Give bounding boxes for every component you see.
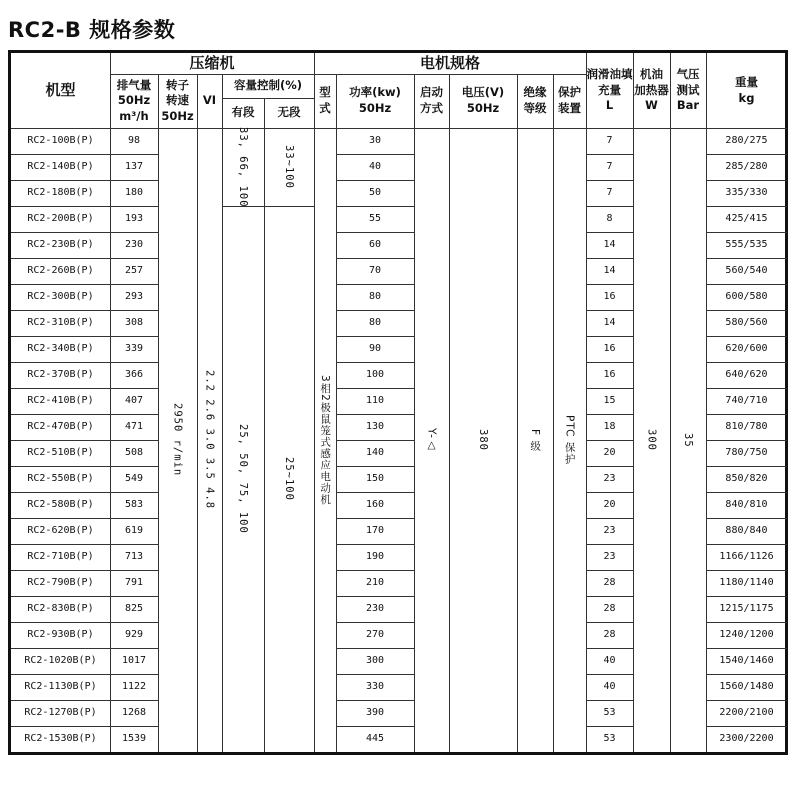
grid-line-v (449, 74, 450, 128)
table-cell-power: 80 (368, 291, 382, 303)
table-cell-power: 150 (365, 473, 385, 485)
table-cell-oil: 28 (603, 577, 616, 589)
table-cell-weight: 780/750 (725, 447, 768, 459)
grid-line-v (158, 128, 159, 752)
table-cell-weight: 600/580 (725, 291, 768, 303)
table-cell-power: 390 (365, 707, 385, 719)
table-cell-oil: 14 (603, 317, 616, 329)
grid-line-v (110, 128, 111, 752)
table-cell-oil: 16 (603, 343, 616, 355)
table-cell-model: RC2-300B(P) (27, 291, 94, 303)
table-cell-power: 100 (365, 369, 385, 381)
table-cell-weight: 335/330 (725, 187, 768, 199)
table-cell-weight: 1560/1480 (719, 681, 774, 693)
table-cell-power: 80 (368, 317, 382, 329)
grid-line-v (197, 74, 198, 128)
table-cell-model: RC2-930B(P) (27, 629, 94, 641)
table-cell-model: RC2-200B(P) (27, 213, 94, 225)
table-cell-displacement: 257 (124, 265, 144, 277)
grid-line-v (517, 128, 518, 752)
header-model: 机型 (45, 81, 76, 100)
table-cell-oil: 15 (603, 395, 616, 407)
table-cell-weight: 1215/1175 (719, 603, 774, 615)
grid-line-v (633, 53, 634, 128)
grid-line-h (110, 74, 586, 75)
merged-stepless-group1: 33~100 (283, 145, 296, 189)
table-cell-displacement: 366 (124, 369, 144, 381)
grid-line-v (633, 128, 634, 752)
table-cell-model: RC2-830B(P) (27, 603, 94, 615)
table-cell-oil: 8 (606, 213, 613, 225)
table-cell-model: RC2-1020B(P) (24, 655, 97, 667)
table-cell-oil: 20 (603, 447, 616, 459)
table-cell-model: RC2-140B(P) (27, 161, 94, 173)
table-cell-power: 300 (365, 655, 385, 667)
table-cell-displacement: 583 (124, 499, 144, 511)
table-cell-weight: 560/540 (725, 265, 768, 277)
header-insulation: 绝缘 等级 (523, 85, 547, 115)
table-cell-power: 55 (368, 213, 382, 225)
table-cell-oil: 16 (603, 369, 616, 381)
table-cell-displacement: 791 (124, 577, 144, 589)
table-cell-model: RC2-310B(P) (27, 317, 94, 329)
header-vi: VI (202, 93, 217, 108)
merged-motor-type: 3相2极鼠笼式感应电动机 (319, 374, 332, 506)
table-cell-displacement: 137 (124, 161, 144, 173)
header-stepped: 有段 (231, 105, 255, 120)
table-cell-displacement: 1539 (121, 733, 147, 745)
header-heater: 机油 加热器 W (634, 67, 669, 113)
grid-line-v (314, 53, 315, 128)
table-cell-displacement: 308 (124, 317, 144, 329)
table-cell-displacement: 230 (124, 239, 144, 251)
table-cell-power: 50 (368, 187, 382, 199)
table-cell-model: RC2-180B(P) (27, 187, 94, 199)
table-cell-model: RC2-410B(P) (27, 395, 94, 407)
header-protection: 保护 装置 (558, 85, 581, 115)
grid-line-v (158, 74, 159, 128)
merged-stepped-group2: 25, 50, 75, 100 (237, 424, 250, 534)
table-cell-model: RC2-790B(P) (27, 577, 94, 589)
table-cell-weight: 555/535 (725, 239, 768, 251)
table-cell-oil: 53 (603, 733, 616, 745)
table-cell-oil: 40 (603, 655, 616, 667)
header-motor: 电机规格 (419, 54, 480, 73)
table-cell-power: 30 (368, 135, 382, 147)
header-capacity-control: 容量控制(%) (233, 78, 303, 93)
table-cell-model: RC2-340B(P) (27, 343, 94, 355)
table-cell-weight: 810/780 (725, 421, 768, 433)
table-cell-model: RC2-230B(P) (27, 239, 94, 251)
grid-line-v (264, 98, 265, 128)
table-cell-model: RC2-710B(P) (27, 551, 94, 563)
table-cell-weight: 2200/2100 (719, 707, 774, 719)
table-cell-displacement: 549 (124, 473, 144, 485)
table-cell-oil: 16 (603, 291, 616, 303)
table-cell-weight: 580/560 (725, 317, 768, 329)
header-motor-type: 型 式 (319, 85, 331, 115)
table-cell-model: RC2-1270B(P) (24, 707, 97, 719)
header-weight: 重量 kg (735, 74, 758, 105)
table-cell-power: 110 (365, 395, 385, 407)
table-cell-displacement: 293 (124, 291, 144, 303)
header-stepless: 无段 (277, 105, 301, 120)
table-cell-power: 90 (368, 343, 382, 355)
table-cell-weight: 880/840 (725, 525, 768, 537)
table-cell-power: 210 (365, 577, 385, 589)
header-voltage: 电压(V) 50Hz (461, 85, 505, 115)
merged-protection: PTC 保护 (563, 415, 576, 465)
table-cell-model: RC2-620B(P) (27, 525, 94, 537)
table-cell-displacement: 713 (124, 551, 144, 563)
table-cell-weight: 840/810 (725, 499, 768, 511)
table-cell-weight: 640/620 (725, 369, 768, 381)
table-cell-displacement: 825 (124, 603, 144, 615)
table-cell-displacement: 407 (124, 395, 144, 407)
table-cell-weight: 740/710 (725, 395, 768, 407)
table-cell-displacement: 508 (124, 447, 144, 459)
table-cell-oil: 14 (603, 239, 616, 251)
table-cell-displacement: 471 (124, 421, 144, 433)
grid-line-v (586, 53, 587, 128)
grid-line-v (197, 128, 198, 752)
header-rotor-speed: 转子 转速 50Hz (161, 77, 194, 123)
table-cell-oil: 23 (603, 525, 616, 537)
table-cell-displacement: 929 (124, 629, 144, 641)
grid-line-v (222, 74, 223, 128)
grid-line-v (670, 53, 671, 128)
table-cell-oil: 40 (603, 681, 616, 693)
table-cell-oil: 23 (603, 551, 616, 563)
table-cell-displacement: 193 (124, 213, 144, 225)
table-cell-displacement: 339 (124, 343, 144, 355)
table-cell-weight: 1540/1460 (719, 655, 774, 667)
grid-line-v (314, 128, 315, 752)
table-cell-oil: 7 (606, 135, 613, 147)
table-cell-power: 140 (365, 447, 385, 459)
merged-vi: 2.2 2.6 3.0 3.5 4.8 (203, 370, 216, 510)
table-cell-oil: 18 (603, 421, 616, 433)
table-cell-oil: 7 (606, 161, 613, 173)
merged-heater: 300 (645, 429, 658, 451)
table-cell-weight: 425/415 (725, 213, 768, 225)
table-cell-power: 130 (365, 421, 385, 433)
table-cell-oil: 28 (603, 629, 616, 641)
grid-line-v (264, 128, 265, 752)
table-cell-power: 270 (365, 629, 385, 641)
table-cell-power: 170 (365, 525, 385, 537)
header-oil-fill: 润滑油填 充量 L (586, 67, 633, 113)
table-cell-model: RC2-580B(P) (27, 499, 94, 511)
table-cell-model: RC2-510B(P) (27, 447, 94, 459)
merged-stepless-group2: 25~100 (283, 457, 296, 501)
table-cell-power: 190 (365, 551, 385, 563)
table-cell-power: 60 (368, 239, 382, 251)
table-cell-weight: 280/275 (725, 135, 768, 147)
grid-line-v (414, 128, 415, 752)
table-cell-weight: 620/600 (725, 343, 768, 355)
table-cell-model: RC2-1530B(P) (24, 733, 97, 745)
table-cell-displacement: 180 (124, 187, 144, 199)
merged-stepped-group1: 33, 66, 100 (237, 126, 250, 208)
grid-line-v (553, 128, 554, 752)
grid-line-v (517, 74, 518, 128)
grid-line-v (336, 74, 337, 128)
table-cell-displacement: 98 (127, 135, 141, 147)
table-cell-power: 70 (368, 265, 382, 277)
table-cell-oil: 14 (603, 265, 616, 277)
grid-line-v (336, 128, 337, 752)
table-cell-model: RC2-370B(P) (27, 369, 94, 381)
table-cell-weight: 850/820 (725, 473, 768, 485)
table-cell-weight: 2300/2200 (719, 733, 774, 745)
header-start-method: 启动 方式 (420, 85, 443, 115)
grid-line-v (222, 128, 223, 752)
table-cell-oil: 23 (603, 473, 616, 485)
table-cell-power: 445 (365, 733, 385, 745)
table-cell-displacement: 1268 (121, 707, 147, 719)
table-cell-oil: 53 (603, 707, 616, 719)
table-cell-displacement: 619 (124, 525, 144, 537)
grid-line-v (110, 53, 111, 128)
grid-line-v (449, 128, 450, 752)
merged-start-method: Y-△ (425, 428, 438, 452)
merged-voltage: 380 (477, 429, 490, 451)
grid-line-v (414, 74, 415, 128)
table-cell-model: RC2-100B(P) (27, 135, 94, 147)
grid-line-v (670, 128, 671, 752)
table-cell-displacement: 1122 (121, 681, 147, 693)
grid-line-v (553, 74, 554, 128)
table-cell-oil: 28 (603, 603, 616, 615)
table-cell-weight: 285/280 (725, 161, 768, 173)
page-title: RC2-B 规格参数 (8, 18, 176, 42)
table-cell-oil: 20 (603, 499, 616, 511)
table-cell-weight: 1166/1126 (719, 551, 774, 563)
spec-table (8, 50, 788, 755)
table-cell-model: RC2-260B(P) (27, 265, 94, 277)
table-cell-oil: 7 (606, 187, 613, 199)
table-cell-displacement: 1017 (121, 655, 147, 667)
header-compressor: 压缩机 (189, 54, 235, 73)
header-power: 功率(kw) 50Hz (349, 85, 401, 115)
table-cell-power: 160 (365, 499, 385, 511)
table-cell-power: 40 (368, 161, 382, 173)
table-cell-weight: 1180/1140 (719, 577, 774, 589)
table-cell-model: RC2-550B(P) (27, 473, 94, 485)
merged-rotor-speed: 2950 r/min (171, 403, 184, 477)
header-pressure-test: 气压 测试 Bar (676, 67, 700, 113)
table-cell-model: RC2-470B(P) (27, 421, 94, 433)
header-displacement: 排气量 50Hz m³/h (116, 77, 152, 123)
merged-pressure-test: 35 (682, 432, 695, 448)
table-cell-weight: 1240/1200 (719, 629, 774, 641)
table-cell-model: RC2-1130B(P) (24, 681, 97, 693)
grid-line-v (706, 53, 707, 128)
table-cell-power: 230 (365, 603, 385, 615)
grid-line-v (706, 128, 707, 752)
grid-line-v (586, 128, 587, 752)
table-cell-power: 330 (365, 681, 385, 693)
grid-line-h (222, 98, 314, 99)
merged-insulation: F 级 (529, 428, 542, 452)
